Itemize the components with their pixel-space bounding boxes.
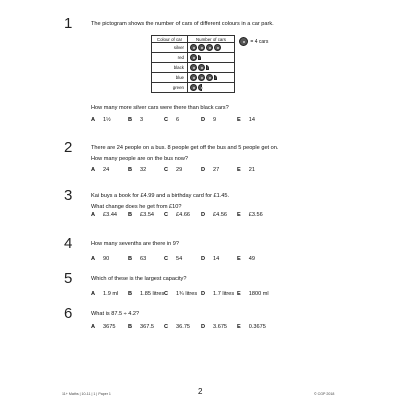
- car-icon: [198, 74, 205, 81]
- table-row: [152, 53, 235, 63]
- table-row: [152, 73, 235, 83]
- option-letter: A: [91, 324, 96, 330]
- answer-option-d[interactable]: [201, 256, 219, 262]
- car-icon: [190, 74, 197, 81]
- option-text: 24: [103, 167, 110, 173]
- car-symbols-cell: [188, 73, 235, 83]
- option-letter: E: [237, 117, 241, 123]
- option-text: 49: [248, 256, 255, 262]
- answer-option-a[interactable]: [91, 324, 116, 330]
- option-letter: C: [164, 324, 169, 330]
- option-text: 3.675: [213, 324, 228, 330]
- pictogram-key: [239, 37, 268, 46]
- option-letter: A: [91, 256, 96, 262]
- answer-option-d[interactable]: [201, 324, 227, 330]
- option-letter: B: [128, 117, 133, 123]
- car-symbols-cell: [188, 63, 235, 73]
- question-1: [64, 15, 274, 32]
- option-text: £4.56: [213, 212, 228, 218]
- option-text: 1½: [103, 117, 111, 123]
- option-text: 27: [213, 167, 220, 173]
- option-text: 1¾ litres: [176, 291, 198, 297]
- option-letter: C: [164, 256, 169, 262]
- answer-option-d[interactable]: [201, 291, 234, 297]
- option-letter: E: [237, 212, 241, 218]
- option-letter: C: [164, 291, 169, 297]
- car-icon: [206, 74, 213, 81]
- colour-cell: green: [152, 83, 188, 93]
- option-text: 0.3675: [248, 324, 266, 330]
- question-stem: How many sevenths are there in 9?: [91, 241, 179, 247]
- question-number: 5: [64, 270, 73, 287]
- answer-option-a[interactable]: [91, 117, 111, 123]
- option-text: 90: [103, 256, 110, 262]
- option-text: 1.9 ml: [103, 291, 119, 297]
- option-text: 14: [213, 256, 220, 262]
- answer-option-e[interactable]: [237, 212, 263, 218]
- answer-option-c[interactable]: [164, 324, 190, 330]
- option-letter: B: [128, 167, 133, 173]
- option-text: 63: [140, 256, 147, 262]
- option-letter: B: [128, 324, 133, 330]
- footer-right: © CGP 2018: [314, 392, 335, 396]
- car-icon: [190, 84, 197, 91]
- answer-option-c[interactable]: [164, 291, 197, 297]
- table-header-row: [152, 36, 235, 43]
- page-number: 2: [198, 387, 203, 396]
- question-text: How many people are on the bus now?: [91, 156, 189, 162]
- answer-option-b[interactable]: [128, 212, 154, 218]
- answer-option-c[interactable]: [164, 167, 182, 173]
- car-icon: [190, 54, 197, 61]
- answer-option-a[interactable]: [91, 256, 109, 262]
- answer-option-d[interactable]: [201, 212, 227, 218]
- car-icon: [206, 44, 213, 51]
- question-stem: Kai buys a book for £4.99 and a birthday card for £1.45.: [91, 193, 230, 199]
- option-letter: C: [164, 212, 169, 218]
- question-stem: The pictogram shows the number of cars of different colours in a car park.: [91, 21, 274, 27]
- answer-option-c[interactable]: [164, 117, 179, 123]
- question-4: [64, 235, 179, 252]
- answer-option-b[interactable]: [128, 167, 146, 173]
- option-letter: D: [201, 212, 206, 218]
- question-text: How many more silver cars were there than black cars?: [91, 105, 229, 111]
- option-text: £4.66: [176, 212, 191, 218]
- answer-option-a[interactable]: [91, 167, 109, 173]
- option-text: 3675: [103, 324, 116, 330]
- answer-option-b[interactable]: [128, 324, 154, 330]
- car-icon: [239, 37, 248, 46]
- footer-left: 11+ Maths | 10-11 | 1 | Paper 1: [62, 392, 111, 396]
- option-letter: B: [128, 291, 133, 297]
- car-icon: [190, 64, 197, 71]
- option-text: £3.54: [140, 212, 155, 218]
- answer-option-a[interactable]: [91, 212, 117, 218]
- answer-option-e[interactable]: [237, 324, 266, 330]
- table-header: Colour of car: [152, 36, 188, 43]
- question-2: [64, 139, 279, 163]
- option-text: 29: [176, 167, 183, 173]
- option-letter: A: [91, 291, 96, 297]
- car-icon: [190, 44, 197, 51]
- car-icon: [198, 44, 205, 51]
- table-row: [152, 63, 235, 73]
- key-text: = 4 cars: [250, 38, 269, 45]
- option-text: £3.44: [103, 212, 118, 218]
- answer-option-e[interactable]: [237, 167, 255, 173]
- question-6: [64, 305, 140, 322]
- question-5: [64, 270, 187, 287]
- answer-option-a[interactable]: [91, 291, 118, 297]
- car-symbols-cell: [188, 43, 235, 53]
- car-symbols-cell: [188, 53, 235, 63]
- answer-option-b[interactable]: [128, 256, 146, 262]
- option-letter: D: [201, 117, 206, 123]
- colour-cell: black: [152, 63, 188, 73]
- option-text: 9: [213, 117, 217, 123]
- option-text: 21: [248, 167, 255, 173]
- option-letter: C: [164, 167, 169, 173]
- option-text: £3.56: [248, 212, 263, 218]
- colour-cell: red: [152, 53, 188, 63]
- answer-option-d[interactable]: [201, 167, 219, 173]
- question-number: 2: [64, 139, 73, 156]
- answer-option-b[interactable]: [128, 291, 164, 297]
- quarter-car-icon: [198, 55, 201, 60]
- option-letter: E: [237, 167, 241, 173]
- question-number: 1: [64, 15, 73, 32]
- answer-option-e[interactable]: [237, 291, 269, 297]
- answer-option-d[interactable]: [201, 117, 216, 123]
- question-stem: Which of these is the largest capacity?: [91, 276, 187, 282]
- answer-option-b[interactable]: [128, 117, 143, 123]
- answer-option-c[interactable]: [164, 256, 182, 262]
- option-text: 14: [248, 117, 255, 123]
- option-text: 54: [176, 256, 183, 262]
- car-icon: [214, 44, 221, 51]
- option-letter: A: [91, 167, 96, 173]
- question-1-part: [91, 104, 229, 112]
- option-letter: A: [91, 212, 96, 218]
- question-text: What change does he get from £10?: [91, 204, 182, 210]
- answer-option-e[interactable]: [237, 256, 255, 262]
- question-number: 6: [64, 305, 73, 322]
- option-letter: E: [237, 256, 241, 262]
- option-letter: C: [164, 117, 169, 123]
- option-letter: D: [201, 324, 206, 330]
- quarter-car-icon: [206, 65, 209, 70]
- option-text: 36.75: [176, 324, 191, 330]
- answer-option-e[interactable]: [237, 117, 255, 123]
- option-letter: E: [237, 324, 241, 330]
- option-letter: B: [128, 256, 133, 262]
- option-letter: D: [201, 167, 206, 173]
- option-text: 1.7 litres: [213, 291, 235, 297]
- table-row: [152, 83, 235, 93]
- option-letter: D: [201, 256, 206, 262]
- answer-option-c[interactable]: [164, 212, 190, 218]
- question-number: 4: [64, 235, 73, 252]
- option-letter: B: [128, 212, 133, 218]
- car-symbols-cell: [188, 83, 235, 93]
- option-text: 6: [176, 117, 180, 123]
- option-letter: A: [91, 117, 96, 123]
- option-text: 367.5: [140, 324, 155, 330]
- half-car-icon: [198, 84, 202, 91]
- option-text: 1.85 litres: [140, 291, 165, 297]
- option-text: 1800 ml: [248, 291, 269, 297]
- quarter-car-icon: [214, 75, 217, 80]
- option-letter: D: [201, 291, 206, 297]
- question-number: 3: [64, 187, 73, 204]
- colour-cell: blue: [152, 73, 188, 83]
- question-3: [64, 187, 230, 211]
- question-stem: What is 87.5 ÷ 4.2?: [91, 311, 140, 317]
- pictogram-table: [151, 35, 235, 93]
- table-header: Number of cars: [188, 36, 235, 43]
- option-letter: E: [237, 291, 241, 297]
- colour-cell: silver: [152, 43, 188, 53]
- car-icon: [198, 64, 205, 71]
- option-text: 32: [140, 167, 147, 173]
- table-row: [152, 43, 235, 53]
- question-stem: There are 24 people on a bus. 8 people get off the bus and 5 people get on.: [91, 145, 279, 151]
- option-text: 3: [140, 117, 144, 123]
